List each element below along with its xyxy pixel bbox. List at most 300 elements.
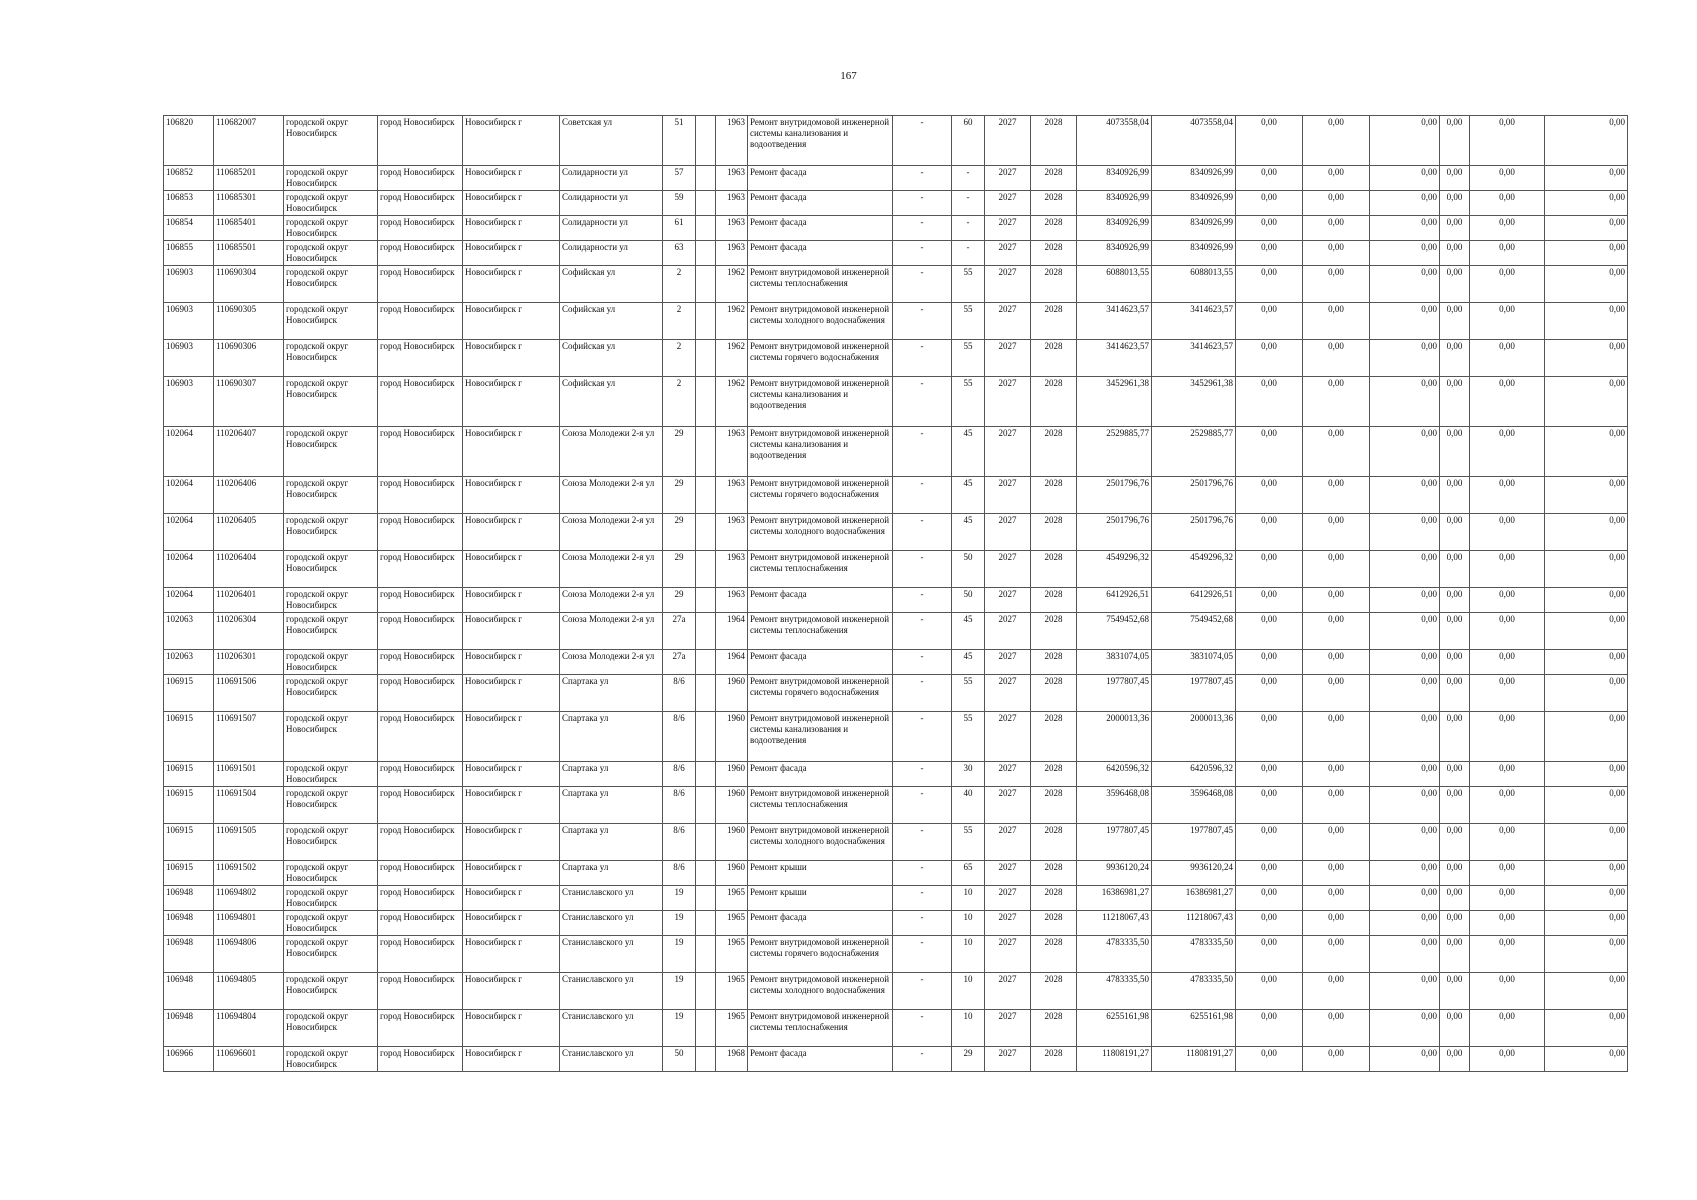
cell-fin-4: 0,00 [1440, 787, 1470, 824]
cell-fin-1: 0,00 [1236, 514, 1303, 551]
cell-street: Солидарности ул [560, 191, 663, 216]
cell-fin-5: 0,00 [1470, 613, 1545, 650]
cell-fin-4: 0,00 [1440, 340, 1470, 377]
cell-fund-cost: 9936120,24 [1152, 861, 1236, 886]
cell-street: Союза Молодежи 2-я ул [560, 477, 663, 514]
cell-wear-percent: 55 [952, 712, 985, 762]
cell-object-id: 106915 [164, 787, 214, 824]
cell-total-cost: 3831074,05 [1077, 650, 1152, 675]
cell-construction-year: 1960 [716, 675, 748, 712]
cell-total-cost: 1977807,45 [1077, 675, 1152, 712]
cell-fin-6: 0,00 [1545, 477, 1628, 514]
cell-street: Солидарности ул [560, 241, 663, 266]
cell-fin-1: 0,00 [1236, 166, 1303, 191]
table-row [164, 477, 1628, 514]
cell-fin-1: 0,00 [1236, 861, 1303, 886]
cell-wear-percent: - [952, 241, 985, 266]
cell-construction-year: 1965 [716, 936, 748, 973]
cell-work-type: Ремонт фасада [748, 911, 893, 936]
cell-fin-4: 0,00 [1440, 514, 1470, 551]
cell-fin-4: 0,00 [1440, 650, 1470, 675]
cell-unit: - [893, 116, 952, 166]
cell-district: городской округ Новосибирск [284, 613, 378, 650]
cell-fund-cost: 4549296,32 [1152, 551, 1236, 588]
table-row [164, 303, 1628, 340]
cell-street: Софийская ул [560, 377, 663, 427]
table-row [164, 427, 1628, 477]
cell-work-type: Ремонт фасада [748, 241, 893, 266]
cell-street: Спартака ул [560, 861, 663, 886]
cell-unit: - [893, 762, 952, 787]
cell-fin-1: 0,00 [1236, 551, 1303, 588]
cell-start-year: 2027 [985, 650, 1031, 675]
cell-work-type: Ремонт внутридомовой инженерной системы канализования и водоотведения [748, 377, 893, 427]
cell-district: городской округ Новосибирск [284, 266, 378, 303]
cell-fin-6: 0,00 [1545, 911, 1628, 936]
cell-wear-percent: 55 [952, 340, 985, 377]
cell-fin-1: 0,00 [1236, 762, 1303, 787]
cell-district: городской округ Новосибирск [284, 166, 378, 191]
cell-construction-year: 1965 [716, 911, 748, 936]
cell-work-id: 110691502 [214, 861, 284, 886]
cell-fund-cost: 3452961,38 [1152, 377, 1236, 427]
cell-fund-cost: 3414623,57 [1152, 340, 1236, 377]
cell-fin-4: 0,00 [1440, 762, 1470, 787]
cell-district: городской округ Новосибирск [284, 303, 378, 340]
cell-construction-year: 1962 [716, 377, 748, 427]
cell-fin-4: 0,00 [1440, 861, 1470, 886]
cell-fin-4: 0,00 [1440, 303, 1470, 340]
cell-fin-5: 0,00 [1470, 377, 1545, 427]
cell-work-type: Ремонт внутридомовой инженерной системы канализования и водоотведения [748, 116, 893, 166]
cell-fin-4: 0,00 [1440, 712, 1470, 762]
cell-city: Новосибирск г [463, 191, 560, 216]
cell-fin-1: 0,00 [1236, 303, 1303, 340]
cell-house-number: 29 [663, 427, 696, 477]
cell-fin-3: 0,00 [1370, 824, 1440, 861]
cell-building [696, 973, 716, 1010]
cell-fin-1: 0,00 [1236, 1047, 1303, 1072]
cell-object-id: 102064 [164, 551, 214, 588]
cell-fund-cost: 3831074,05 [1152, 650, 1236, 675]
cell-fin-2: 0,00 [1303, 613, 1370, 650]
cell-fin-5: 0,00 [1470, 116, 1545, 166]
cell-work-type: Ремонт внутридомовой инженерной системы канализования и водоотведения [748, 712, 893, 762]
cell-total-cost: 6420596,32 [1077, 762, 1152, 787]
cell-fin-2: 0,00 [1303, 886, 1370, 911]
cell-fin-1: 0,00 [1236, 973, 1303, 1010]
cell-fin-4: 0,00 [1440, 266, 1470, 303]
cell-settlement: город Новосибирск [378, 973, 463, 1010]
cell-district: городской округ Новосибирск [284, 427, 378, 477]
cell-street: Советская ул [560, 116, 663, 166]
cell-city: Новосибирск г [463, 712, 560, 762]
table-row [164, 588, 1628, 613]
cell-unit: - [893, 1010, 952, 1047]
table-row [164, 1010, 1628, 1047]
cell-building [696, 911, 716, 936]
works-table [163, 115, 1628, 1072]
cell-house-number: 19 [663, 1010, 696, 1047]
cell-settlement: город Новосибирск [378, 266, 463, 303]
cell-fin-4: 0,00 [1440, 1010, 1470, 1047]
cell-end-year: 2028 [1031, 824, 1077, 861]
cell-work-id: 110691507 [214, 712, 284, 762]
cell-fin-3: 0,00 [1370, 303, 1440, 340]
cell-start-year: 2027 [985, 116, 1031, 166]
cell-work-id: 110694802 [214, 886, 284, 911]
cell-end-year: 2028 [1031, 886, 1077, 911]
cell-object-id: 106915 [164, 824, 214, 861]
cell-city: Новосибирск г [463, 166, 560, 191]
cell-construction-year: 1963 [716, 427, 748, 477]
cell-unit: - [893, 675, 952, 712]
table-row [164, 824, 1628, 861]
cell-end-year: 2028 [1031, 216, 1077, 241]
cell-district: городской округ Новосибирск [284, 340, 378, 377]
cell-fin-3: 0,00 [1370, 377, 1440, 427]
cell-fin-3: 0,00 [1370, 514, 1440, 551]
cell-start-year: 2027 [985, 936, 1031, 973]
cell-construction-year: 1960 [716, 712, 748, 762]
cell-house-number: 8/6 [663, 861, 696, 886]
cell-house-number: 8/6 [663, 787, 696, 824]
cell-end-year: 2028 [1031, 936, 1077, 973]
cell-wear-percent: 10 [952, 886, 985, 911]
cell-total-cost: 3414623,57 [1077, 340, 1152, 377]
cell-fin-5: 0,00 [1470, 477, 1545, 514]
cell-end-year: 2028 [1031, 116, 1077, 166]
cell-fin-4: 0,00 [1440, 427, 1470, 477]
cell-work-id: 110685401 [214, 216, 284, 241]
cell-city: Новосибирск г [463, 886, 560, 911]
cell-building [696, 787, 716, 824]
cell-fin-1: 0,00 [1236, 340, 1303, 377]
cell-district: городской округ Новосибирск [284, 712, 378, 762]
cell-fin-3: 0,00 [1370, 675, 1440, 712]
cell-fin-4: 0,00 [1440, 166, 1470, 191]
cell-fin-2: 0,00 [1303, 675, 1370, 712]
cell-wear-percent: 65 [952, 861, 985, 886]
cell-fin-4: 0,00 [1440, 1047, 1470, 1072]
cell-total-cost: 11218067,43 [1077, 911, 1152, 936]
cell-work-type: Ремонт внутридомовой инженерной системы холодного водоснабжения [748, 973, 893, 1010]
cell-fin-3: 0,00 [1370, 340, 1440, 377]
cell-fin-5: 0,00 [1470, 911, 1545, 936]
cell-fund-cost: 6412926,51 [1152, 588, 1236, 613]
cell-fin-3: 0,00 [1370, 216, 1440, 241]
table-row [164, 762, 1628, 787]
cell-fin-6: 0,00 [1545, 861, 1628, 886]
cell-fund-cost: 2000013,36 [1152, 712, 1236, 762]
cell-street: Спартака ул [560, 712, 663, 762]
cell-fin-1: 0,00 [1236, 191, 1303, 216]
cell-construction-year: 1964 [716, 650, 748, 675]
cell-fin-5: 0,00 [1470, 166, 1545, 191]
cell-building [696, 613, 716, 650]
cell-object-id: 106915 [164, 861, 214, 886]
cell-construction-year: 1965 [716, 1010, 748, 1047]
cell-fund-cost: 11808191,27 [1152, 1047, 1236, 1072]
cell-construction-year: 1962 [716, 266, 748, 303]
cell-city: Новосибирск г [463, 762, 560, 787]
cell-total-cost: 8340926,99 [1077, 191, 1152, 216]
cell-street: Спартака ул [560, 675, 663, 712]
cell-construction-year: 1962 [716, 340, 748, 377]
cell-fin-2: 0,00 [1303, 911, 1370, 936]
cell-fin-3: 0,00 [1370, 762, 1440, 787]
cell-work-id: 110206406 [214, 477, 284, 514]
cell-fin-6: 0,00 [1545, 191, 1628, 216]
cell-building [696, 166, 716, 191]
cell-fin-2: 0,00 [1303, 303, 1370, 340]
cell-start-year: 2027 [985, 427, 1031, 477]
table-row [164, 1047, 1628, 1072]
cell-settlement: город Новосибирск [378, 936, 463, 973]
cell-fin-2: 0,00 [1303, 650, 1370, 675]
cell-start-year: 2027 [985, 1047, 1031, 1072]
cell-fin-1: 0,00 [1236, 787, 1303, 824]
cell-object-id: 102064 [164, 588, 214, 613]
cell-settlement: город Новосибирск [378, 303, 463, 340]
cell-district: городской округ Новосибирск [284, 973, 378, 1010]
cell-fin-4: 0,00 [1440, 477, 1470, 514]
cell-building [696, 377, 716, 427]
cell-fin-5: 0,00 [1470, 936, 1545, 973]
cell-city: Новосибирск г [463, 973, 560, 1010]
cell-work-type: Ремонт фасада [748, 166, 893, 191]
cell-fin-2: 0,00 [1303, 712, 1370, 762]
cell-work-id: 110691505 [214, 824, 284, 861]
cell-total-cost: 4549296,32 [1077, 551, 1152, 588]
cell-work-type: Ремонт внутридомовой инженерной системы теплоснабжения [748, 1010, 893, 1047]
cell-street: Союза Молодежи 2-я ул [560, 650, 663, 675]
cell-unit: - [893, 266, 952, 303]
cell-fin-5: 0,00 [1470, 551, 1545, 588]
cell-start-year: 2027 [985, 588, 1031, 613]
cell-fin-5: 0,00 [1470, 303, 1545, 340]
cell-total-cost: 6255161,98 [1077, 1010, 1152, 1047]
cell-end-year: 2028 [1031, 911, 1077, 936]
cell-street: Союза Молодежи 2-я ул [560, 551, 663, 588]
cell-settlement: город Новосибирск [378, 477, 463, 514]
cell-wear-percent: 60 [952, 116, 985, 166]
cell-fin-3: 0,00 [1370, 911, 1440, 936]
cell-object-id: 106852 [164, 166, 214, 191]
cell-object-id: 102063 [164, 650, 214, 675]
cell-fund-cost: 2501796,76 [1152, 514, 1236, 551]
cell-fin-6: 0,00 [1545, 166, 1628, 191]
cell-start-year: 2027 [985, 861, 1031, 886]
cell-district: городской округ Новосибирск [284, 1010, 378, 1047]
cell-unit: - [893, 824, 952, 861]
cell-street: Солидарности ул [560, 166, 663, 191]
cell-unit: - [893, 427, 952, 477]
cell-settlement: город Новосибирск [378, 216, 463, 241]
cell-fin-3: 0,00 [1370, 861, 1440, 886]
cell-street: Станиславского ул [560, 886, 663, 911]
cell-fin-5: 0,00 [1470, 241, 1545, 266]
cell-fin-5: 0,00 [1470, 1047, 1545, 1072]
cell-fin-4: 0,00 [1440, 675, 1470, 712]
cell-fund-cost: 8340926,99 [1152, 191, 1236, 216]
cell-settlement: город Новосибирск [378, 886, 463, 911]
cell-fin-6: 0,00 [1545, 762, 1628, 787]
cell-start-year: 2027 [985, 613, 1031, 650]
cell-work-id: 110694805 [214, 973, 284, 1010]
cell-object-id: 106948 [164, 911, 214, 936]
cell-city: Новосибирск г [463, 613, 560, 650]
cell-unit: - [893, 216, 952, 241]
cell-fin-6: 0,00 [1545, 650, 1628, 675]
cell-building [696, 191, 716, 216]
cell-wear-percent: 10 [952, 911, 985, 936]
table-row [164, 166, 1628, 191]
cell-wear-percent: 40 [952, 787, 985, 824]
cell-end-year: 2028 [1031, 588, 1077, 613]
cell-unit: - [893, 650, 952, 675]
cell-fin-5: 0,00 [1470, 1010, 1545, 1047]
cell-fin-5: 0,00 [1470, 216, 1545, 241]
cell-unit: - [893, 303, 952, 340]
cell-fin-1: 0,00 [1236, 427, 1303, 477]
cell-work-id: 110690307 [214, 377, 284, 427]
cell-start-year: 2027 [985, 191, 1031, 216]
cell-fin-1: 0,00 [1236, 613, 1303, 650]
cell-fund-cost: 1977807,45 [1152, 824, 1236, 861]
cell-district: городской округ Новосибирск [284, 886, 378, 911]
cell-settlement: город Новосибирск [378, 340, 463, 377]
cell-fin-1: 0,00 [1236, 886, 1303, 911]
cell-construction-year: 1963 [716, 166, 748, 191]
cell-fin-4: 0,00 [1440, 973, 1470, 1010]
cell-work-id: 110206405 [214, 514, 284, 551]
cell-work-id: 110690305 [214, 303, 284, 340]
cell-wear-percent: 30 [952, 762, 985, 787]
cell-building [696, 340, 716, 377]
cell-unit: - [893, 1047, 952, 1072]
cell-fin-6: 0,00 [1545, 514, 1628, 551]
cell-total-cost: 9936120,24 [1077, 861, 1152, 886]
cell-end-year: 2028 [1031, 241, 1077, 266]
cell-wear-percent: 55 [952, 266, 985, 303]
cell-fin-6: 0,00 [1545, 116, 1628, 166]
cell-city: Новосибирск г [463, 377, 560, 427]
cell-fin-4: 0,00 [1440, 216, 1470, 241]
cell-fin-3: 0,00 [1370, 477, 1440, 514]
cell-house-number: 8/6 [663, 824, 696, 861]
cell-unit: - [893, 551, 952, 588]
cell-fin-2: 0,00 [1303, 340, 1370, 377]
cell-object-id: 106820 [164, 116, 214, 166]
table-row [164, 241, 1628, 266]
cell-object-id: 106948 [164, 1010, 214, 1047]
cell-total-cost: 8340926,99 [1077, 241, 1152, 266]
cell-fin-6: 0,00 [1545, 588, 1628, 613]
cell-street: Спартака ул [560, 762, 663, 787]
cell-fin-1: 0,00 [1236, 216, 1303, 241]
cell-work-id: 110696601 [214, 1047, 284, 1072]
cell-unit: - [893, 787, 952, 824]
cell-fund-cost: 1977807,45 [1152, 675, 1236, 712]
cell-start-year: 2027 [985, 712, 1031, 762]
cell-work-id: 110694801 [214, 911, 284, 936]
cell-object-id: 102064 [164, 477, 214, 514]
cell-city: Новосибирск г [463, 936, 560, 973]
cell-start-year: 2027 [985, 911, 1031, 936]
cell-work-type: Ремонт внутридомовой инженерной системы теплоснабжения [748, 787, 893, 824]
cell-city: Новосибирск г [463, 787, 560, 824]
cell-district: городской округ Новосибирск [284, 116, 378, 166]
cell-fund-cost: 4783335,50 [1152, 973, 1236, 1010]
cell-end-year: 2028 [1031, 1010, 1077, 1047]
cell-end-year: 2028 [1031, 340, 1077, 377]
cell-house-number: 29 [663, 477, 696, 514]
cell-object-id: 106948 [164, 936, 214, 973]
cell-work-id: 110691506 [214, 675, 284, 712]
cell-unit: - [893, 377, 952, 427]
cell-object-id: 102063 [164, 613, 214, 650]
cell-work-type: Ремонт крыши [748, 886, 893, 911]
cell-fin-6: 0,00 [1545, 241, 1628, 266]
cell-fin-5: 0,00 [1470, 427, 1545, 477]
cell-fin-4: 0,00 [1440, 824, 1470, 861]
cell-wear-percent: 50 [952, 588, 985, 613]
table-row [164, 650, 1628, 675]
table-row [164, 675, 1628, 712]
cell-fin-3: 0,00 [1370, 1047, 1440, 1072]
cell-fin-6: 0,00 [1545, 377, 1628, 427]
cell-end-year: 2028 [1031, 266, 1077, 303]
cell-settlement: город Новосибирск [378, 166, 463, 191]
cell-object-id: 106966 [164, 1047, 214, 1072]
cell-street: Союза Молодежи 2-я ул [560, 588, 663, 613]
cell-end-year: 2028 [1031, 650, 1077, 675]
cell-fin-5: 0,00 [1470, 787, 1545, 824]
cell-total-cost: 4073558,04 [1077, 116, 1152, 166]
cell-city: Новосибирск г [463, 551, 560, 588]
cell-total-cost: 2501796,76 [1077, 477, 1152, 514]
cell-fin-2: 0,00 [1303, 973, 1370, 1010]
cell-wear-percent: 10 [952, 936, 985, 973]
cell-fin-3: 0,00 [1370, 712, 1440, 762]
cell-city: Новосибирск г [463, 514, 560, 551]
cell-work-type: Ремонт внутридомовой инженерной системы холодного водоснабжения [748, 824, 893, 861]
cell-fin-6: 0,00 [1545, 787, 1628, 824]
cell-street: Солидарности ул [560, 216, 663, 241]
cell-wear-percent: 45 [952, 613, 985, 650]
cell-street: Софийская ул [560, 340, 663, 377]
cell-settlement: город Новосибирск [378, 241, 463, 266]
cell-fin-2: 0,00 [1303, 477, 1370, 514]
cell-fin-3: 0,00 [1370, 241, 1440, 266]
cell-end-year: 2028 [1031, 477, 1077, 514]
table-row [164, 911, 1628, 936]
cell-district: городской округ Новосибирск [284, 377, 378, 427]
cell-fin-6: 0,00 [1545, 712, 1628, 762]
cell-house-number: 2 [663, 377, 696, 427]
cell-fund-cost: 3414623,57 [1152, 303, 1236, 340]
cell-total-cost: 2529885,77 [1077, 427, 1152, 477]
cell-fin-6: 0,00 [1545, 1010, 1628, 1047]
cell-fin-2: 0,00 [1303, 1047, 1370, 1072]
cell-work-type: Ремонт внутридомовой инженерной системы канализования и водоотведения [748, 427, 893, 477]
cell-work-id: 110682007 [214, 116, 284, 166]
cell-total-cost: 11808191,27 [1077, 1047, 1152, 1072]
cell-city: Новосибирск г [463, 1010, 560, 1047]
cell-fin-2: 0,00 [1303, 166, 1370, 191]
cell-fin-6: 0,00 [1545, 266, 1628, 303]
